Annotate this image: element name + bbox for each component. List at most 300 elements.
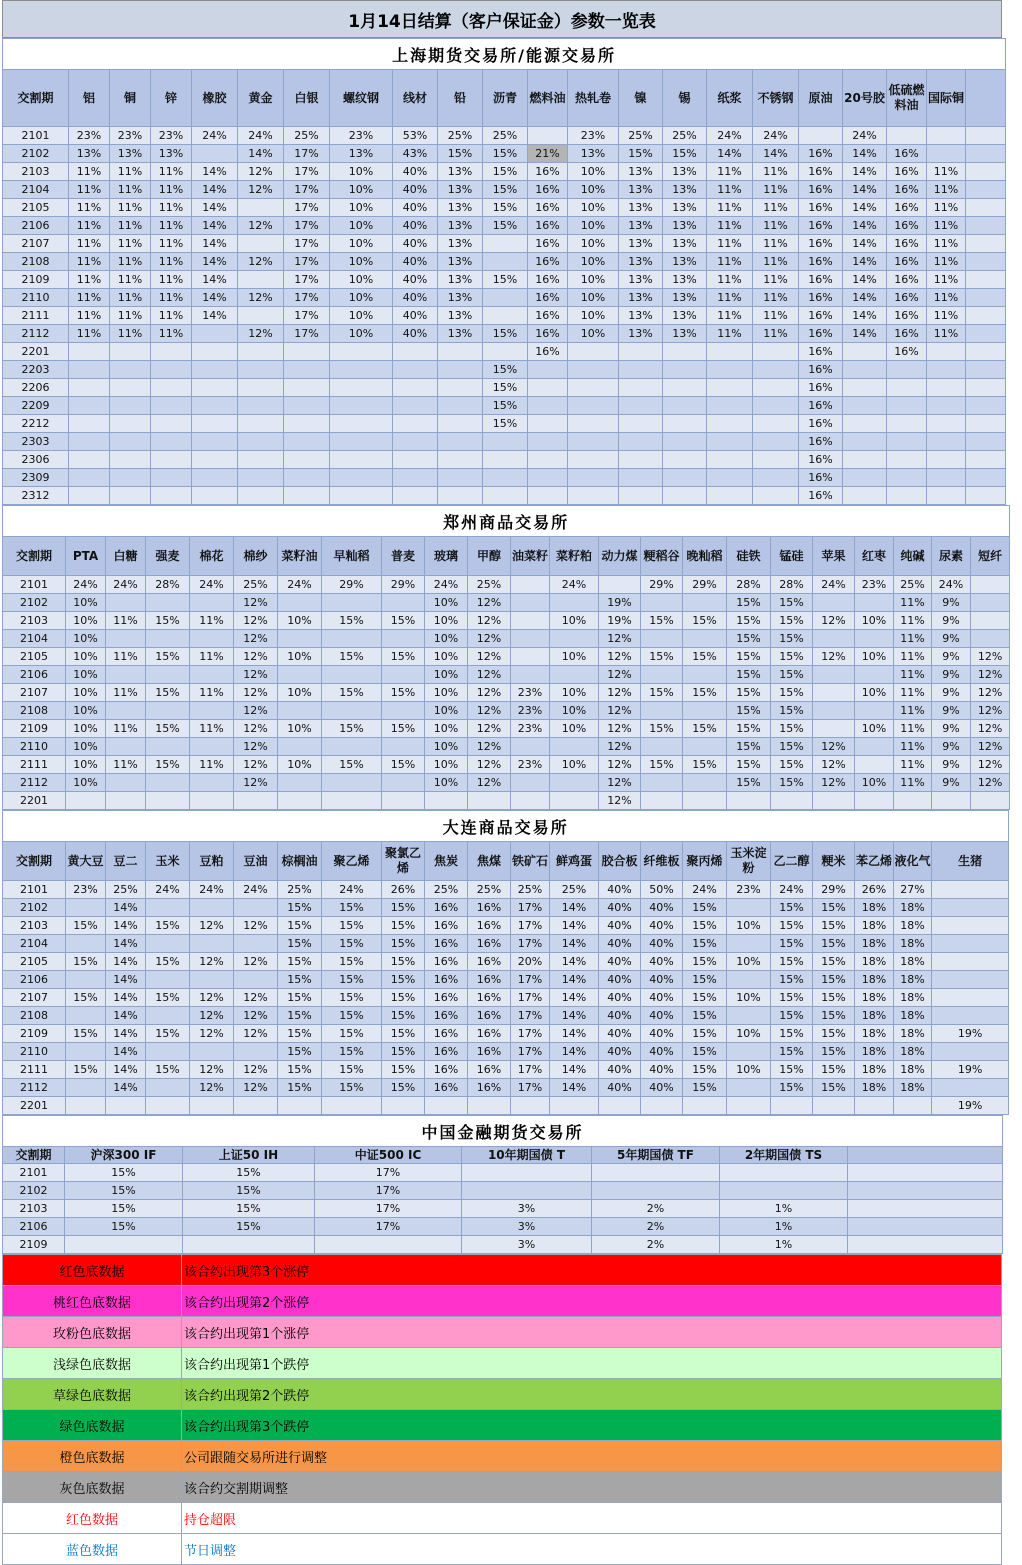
margin-rate-cell: 15%: [278, 917, 322, 935]
margin-rate-cell: [727, 971, 771, 989]
margin-rate-cell: 29%: [683, 576, 727, 594]
margin-rate-cell: 16%: [425, 1079, 468, 1097]
margin-rate-cell: 18%: [894, 1007, 932, 1025]
margin-rate-cell: 26%: [382, 881, 425, 899]
margin-rate-cell: 14%: [843, 181, 887, 199]
margin-rate-cell: 40%: [641, 935, 683, 953]
margin-rate-cell: [69, 379, 110, 397]
delivery-month-cell: 2101: [3, 127, 69, 145]
margin-rate-cell: 17%: [284, 217, 330, 235]
legend-row: [3, 1286, 1002, 1317]
margin-rate-cell: 12%: [234, 1007, 278, 1025]
margin-rate-cell: [393, 487, 438, 505]
margin-rate-cell: 24%: [771, 881, 813, 899]
margin-rate-cell: [568, 487, 619, 505]
margin-rate-cell: 10%: [330, 271, 393, 289]
column-header: 聚丙烯: [683, 842, 727, 881]
margin-rate-cell: 15%: [771, 953, 813, 971]
margin-rate-cell: [238, 361, 284, 379]
margin-rate-cell: 10%: [66, 702, 106, 720]
margin-rate-cell: [619, 451, 663, 469]
margin-rate-cell: 16%: [425, 971, 468, 989]
margin-rate-cell: 11%: [69, 181, 110, 199]
margin-rate-cell: 15%: [278, 971, 322, 989]
margin-rate-cell: [393, 397, 438, 415]
margin-rate-cell: 15%: [727, 594, 771, 612]
margin-rate-cell: 15%: [683, 648, 727, 666]
table-row: [3, 433, 1006, 451]
margin-rate-cell: 40%: [641, 1025, 683, 1043]
margin-rate-cell: 15%: [727, 648, 771, 666]
margin-rate-cell: 40%: [599, 989, 641, 1007]
margin-rate-cell: [192, 343, 238, 361]
margin-rate-cell: 14%: [843, 253, 887, 271]
table-row: [3, 217, 1006, 235]
margin-rate-cell: 18%: [855, 1061, 894, 1079]
legend-label: 浅绿色底数据: [3, 1348, 182, 1379]
delivery-month-cell: 2108: [3, 1007, 66, 1025]
margin-rate-cell: 15%: [382, 1061, 425, 1079]
margin-rate-cell: [641, 630, 683, 648]
margin-rate-cell: [663, 469, 707, 487]
table-row: [3, 415, 1006, 433]
margin-rate-cell: 24%: [425, 576, 468, 594]
margin-rate-cell: [382, 594, 425, 612]
margin-rate-cell: 10%: [855, 648, 894, 666]
delivery-month-cell: 2104: [3, 630, 66, 648]
margin-rate-cell: 25%: [438, 127, 483, 145]
margin-rate-cell: 10%: [425, 756, 468, 774]
delivery-month-cell: 2203: [3, 361, 69, 379]
margin-rate-cell: 25%: [234, 576, 278, 594]
legend-label: 桃红色底数据: [3, 1286, 182, 1317]
legend-row: [3, 1317, 1002, 1348]
delivery-month-cell: 2109: [3, 1025, 66, 1043]
margin-rate-cell: 11%: [894, 612, 932, 630]
margin-rate-cell: [110, 469, 151, 487]
margin-rate-cell: [238, 379, 284, 397]
margin-rate-cell: [619, 415, 663, 433]
margin-rate-cell: 28%: [727, 576, 771, 594]
margin-rate-cell: 11%: [151, 253, 192, 271]
margin-rate-cell: [848, 1218, 1003, 1236]
margin-rate-cell: 15%: [813, 917, 855, 935]
margin-rate-cell: 15%: [641, 684, 683, 702]
margin-rate-cell: 40%: [641, 1061, 683, 1079]
margin-rate-cell: 15%: [382, 648, 425, 666]
margin-rate-cell: 10%: [568, 271, 619, 289]
margin-rate-cell: 10%: [330, 325, 393, 343]
margin-rate-cell: 18%: [894, 989, 932, 1007]
header-row: [3, 537, 1010, 576]
margin-rate-cell: [932, 971, 1009, 989]
margin-rate-cell: 18%: [855, 1043, 894, 1061]
margin-rate-cell: 40%: [641, 917, 683, 935]
margin-rate-cell: 15%: [771, 1079, 813, 1097]
margin-rate-cell: [483, 487, 528, 505]
margin-rate-cell: 15%: [727, 666, 771, 684]
margin-rate-cell: [330, 379, 393, 397]
margin-rate-cell: [192, 451, 238, 469]
margin-rate-cell: [192, 145, 238, 163]
margin-rate-cell: 11%: [110, 289, 151, 307]
exchange-name: 郑州商品交易所: [3, 506, 1010, 537]
margin-rate-cell: [192, 415, 238, 433]
margin-rate-cell: 11%: [69, 325, 110, 343]
margin-rate-cell: 2%: [592, 1200, 720, 1218]
delivery-month-cell: 2306: [3, 451, 69, 469]
margin-rate-cell: [641, 1097, 683, 1115]
margin-rate-cell: 24%: [106, 576, 146, 594]
margin-rate-cell: 14%: [843, 325, 887, 343]
margin-rate-cell: [683, 594, 727, 612]
margin-rate-cell: [110, 433, 151, 451]
margin-rate-cell: [238, 397, 284, 415]
margin-rate-cell: [106, 792, 146, 810]
margin-rate-cell: [855, 666, 894, 684]
margin-rate-cell: [592, 1164, 720, 1182]
margin-rate-cell: 40%: [641, 1079, 683, 1097]
margin-rate-cell: 11%: [753, 235, 799, 253]
margin-rate-cell: 16%: [799, 361, 843, 379]
margin-rate-cell: [813, 1097, 855, 1115]
margin-rate-cell: [330, 469, 393, 487]
column-header: 晚籼稻: [683, 537, 727, 576]
margin-rate-cell: 10%: [66, 594, 106, 612]
margin-rate-cell: 12%: [190, 917, 234, 935]
margin-rate-cell: 15%: [322, 917, 382, 935]
table-row: [3, 1182, 1003, 1200]
margin-rate-cell: [330, 343, 393, 361]
margin-rate-cell: 13%: [663, 163, 707, 181]
margin-rate-cell: 12%: [234, 1079, 278, 1097]
margin-rate-cell: 12%: [813, 738, 855, 756]
margin-rate-cell: 24%: [190, 576, 234, 594]
margin-rate-cell: [568, 451, 619, 469]
margin-rate-cell: 1%: [720, 1218, 848, 1236]
margin-rate-cell: 12%: [234, 953, 278, 971]
margin-rate-cell: 11%: [69, 199, 110, 217]
margin-rate-cell: 10%: [66, 756, 106, 774]
legend-label: 红色数据: [3, 1503, 182, 1534]
margin-rate-cell: 12%: [234, 989, 278, 1007]
margin-rate-cell: 13%: [568, 145, 619, 163]
margin-rate-cell: 10%: [550, 612, 599, 630]
margin-rate-cell: 21%: [528, 145, 568, 163]
margin-rate-cell: 24%: [234, 881, 278, 899]
margin-rate-cell: 25%: [663, 127, 707, 145]
margin-rate-cell: 15%: [382, 756, 425, 774]
margin-rate-cell: [753, 379, 799, 397]
margin-rate-cell: [192, 325, 238, 343]
margin-rate-cell: [238, 199, 284, 217]
margin-rate-cell: 17%: [315, 1182, 462, 1200]
column-header: 线材: [393, 70, 438, 127]
margin-rate-cell: 16%: [887, 163, 927, 181]
margin-rate-cell: 25%: [468, 881, 511, 899]
margin-rate-cell: 18%: [894, 899, 932, 917]
margin-rate-cell: [966, 289, 1006, 307]
margin-rate-cell: [720, 1164, 848, 1182]
margin-rate-cell: [843, 361, 887, 379]
title-table: [2, 0, 1002, 38]
margin-rate-cell: [322, 774, 382, 792]
margin-rate-cell: [971, 630, 1010, 648]
margin-rate-cell: 15%: [146, 648, 190, 666]
margin-rate-cell: 10%: [855, 684, 894, 702]
margin-rate-cell: 15%: [683, 971, 727, 989]
margin-rate-cell: 14%: [106, 971, 146, 989]
margin-rate-cell: 12%: [468, 720, 511, 738]
margin-rate-cell: 15%: [382, 1043, 425, 1061]
margin-rate-cell: [190, 630, 234, 648]
margin-rate-cell: 11%: [151, 217, 192, 235]
margin-rate-cell: 11%: [106, 648, 146, 666]
margin-rate-cell: [753, 487, 799, 505]
margin-rate-cell: [753, 397, 799, 415]
margin-rate-cell: 23%: [855, 576, 894, 594]
margin-rate-cell: 25%: [425, 881, 468, 899]
margin-rate-cell: [528, 379, 568, 397]
margin-rate-cell: 2%: [592, 1218, 720, 1236]
margin-rate-cell: 12%: [238, 217, 284, 235]
column-header: 尿素: [932, 537, 971, 576]
margin-rate-cell: 12%: [599, 702, 641, 720]
margin-rate-cell: 15%: [727, 702, 771, 720]
margin-rate-cell: [927, 397, 966, 415]
margin-rate-cell: [425, 792, 468, 810]
margin-rate-cell: [753, 361, 799, 379]
margin-rate-cell: 15%: [382, 684, 425, 702]
column-header: 白糖: [106, 537, 146, 576]
margin-rate-cell: 17%: [284, 145, 330, 163]
margin-rate-cell: 23%: [110, 127, 151, 145]
margin-rate-cell: 12%: [234, 774, 278, 792]
margin-rate-cell: 16%: [468, 1061, 511, 1079]
margin-rate-cell: 12%: [238, 163, 284, 181]
margin-rate-cell: [151, 361, 192, 379]
margin-rate-cell: [462, 1182, 592, 1200]
margin-rate-cell: 16%: [425, 1061, 468, 1079]
margin-rate-cell: [393, 415, 438, 433]
margin-rate-cell: 14%: [550, 1061, 599, 1079]
margin-rate-cell: 16%: [799, 469, 843, 487]
margin-rate-cell: [110, 397, 151, 415]
margin-rate-cell: 16%: [425, 1043, 468, 1061]
margin-rate-cell: 17%: [284, 199, 330, 217]
margin-rate-cell: [528, 451, 568, 469]
margin-rate-cell: [932, 1043, 1009, 1061]
margin-rate-cell: 15%: [183, 1164, 315, 1182]
margin-rate-cell: 10%: [855, 774, 894, 792]
margin-rate-cell: 15%: [278, 935, 322, 953]
delivery-month-cell: 2101: [3, 881, 66, 899]
margin-rate-cell: 40%: [393, 271, 438, 289]
margin-rate-cell: 16%: [425, 1007, 468, 1025]
margin-rate-cell: 14%: [843, 307, 887, 325]
margin-rate-cell: [190, 935, 234, 953]
margin-rate-cell: 17%: [284, 235, 330, 253]
legend-description: 该合约出现第2个涨停: [182, 1286, 1002, 1317]
legend-description: 节日调整: [182, 1534, 1002, 1565]
delivery-month-cell: 2106: [3, 1218, 65, 1236]
margin-rate-cell: 15%: [771, 917, 813, 935]
margin-rate-cell: 15%: [683, 899, 727, 917]
margin-rate-cell: [438, 433, 483, 451]
margin-rate-cell: [550, 1097, 599, 1115]
margin-rate-cell: 14%: [106, 953, 146, 971]
margin-rate-cell: 23%: [511, 756, 550, 774]
margin-rate-cell: 11%: [927, 289, 966, 307]
margin-rate-cell: 16%: [425, 989, 468, 1007]
column-header: 粳米: [813, 842, 855, 881]
margin-rate-cell: 10%: [568, 289, 619, 307]
margin-rate-cell: [330, 487, 393, 505]
table-row: [3, 325, 1006, 343]
margin-rate-cell: 40%: [393, 289, 438, 307]
margin-rate-cell: [322, 594, 382, 612]
margin-rate-cell: 24%: [813, 576, 855, 594]
table-row: [3, 971, 1009, 989]
margin-rate-cell: 40%: [393, 253, 438, 271]
margin-rate-cell: [511, 774, 550, 792]
margin-rate-cell: 15%: [771, 935, 813, 953]
margin-rate-cell: 17%: [511, 1043, 550, 1061]
exchange-table: [2, 1115, 1003, 1254]
margin-rate-cell: [234, 792, 278, 810]
margin-rate-cell: [110, 487, 151, 505]
margin-rate-cell: 15%: [483, 163, 528, 181]
margin-rate-cell: 16%: [425, 899, 468, 917]
table-row: [3, 881, 1009, 899]
margin-rate-cell: [568, 343, 619, 361]
margin-rate-cell: 16%: [799, 379, 843, 397]
margin-rate-cell: 11%: [707, 163, 753, 181]
margin-rate-cell: 15%: [322, 684, 382, 702]
table-row: [3, 1097, 1009, 1115]
margin-rate-cell: [284, 415, 330, 433]
margin-rate-cell: 11%: [753, 253, 799, 271]
margin-rate-cell: 26%: [855, 881, 894, 899]
table-row: [3, 343, 1006, 361]
margin-rate-cell: 11%: [753, 217, 799, 235]
margin-rate-cell: 16%: [425, 1025, 468, 1043]
table-row: [3, 792, 1010, 810]
margin-rate-cell: [151, 379, 192, 397]
table-row: [3, 1043, 1009, 1061]
margin-rate-cell: 11%: [110, 235, 151, 253]
margin-rate-cell: 9%: [932, 612, 971, 630]
margin-rate-cell: [238, 235, 284, 253]
margin-rate-cell: 15%: [146, 612, 190, 630]
table-row: [3, 774, 1010, 792]
margin-rate-cell: [528, 397, 568, 415]
table-row: [3, 451, 1006, 469]
margin-rate-cell: [771, 792, 813, 810]
margin-rate-cell: [192, 487, 238, 505]
delivery-month-cell: 2105: [3, 648, 66, 666]
column-header: 国际铜: [927, 70, 966, 127]
margin-rate-cell: 15%: [146, 1025, 190, 1043]
margin-rate-cell: 12%: [238, 325, 284, 343]
margin-rate-cell: [146, 792, 190, 810]
margin-rate-cell: [528, 415, 568, 433]
margin-rate-cell: [438, 397, 483, 415]
margin-rate-cell: 18%: [894, 935, 932, 953]
margin-rate-cell: 15%: [483, 199, 528, 217]
table-row: [3, 720, 1010, 738]
margin-rate-cell: 15%: [727, 720, 771, 738]
margin-rate-cell: 15%: [322, 612, 382, 630]
table-row: [3, 307, 1006, 325]
margin-rate-cell: [843, 379, 887, 397]
margin-rate-cell: 14%: [843, 145, 887, 163]
margin-rate-cell: 12%: [234, 1061, 278, 1079]
margin-rate-cell: 15%: [65, 1164, 183, 1182]
margin-rate-cell: 15%: [146, 756, 190, 774]
margin-rate-cell: [887, 127, 927, 145]
margin-rate-cell: [330, 361, 393, 379]
margin-rate-cell: 11%: [106, 684, 146, 702]
margin-rate-cell: [966, 397, 1006, 415]
margin-rate-cell: [707, 451, 753, 469]
margin-rate-cell: [855, 756, 894, 774]
margin-rate-cell: 25%: [284, 127, 330, 145]
margin-rate-cell: [146, 738, 190, 756]
margin-rate-cell: 11%: [110, 181, 151, 199]
legend-label: 灰色底数据: [3, 1472, 182, 1503]
column-header: 白银: [284, 70, 330, 127]
margin-rate-cell: 11%: [110, 163, 151, 181]
exchange-tables: [2, 38, 1002, 1254]
table-row: [3, 953, 1009, 971]
legend-row: [3, 1472, 1002, 1503]
margin-rate-cell: 15%: [813, 899, 855, 917]
margin-rate-cell: 16%: [799, 451, 843, 469]
margin-rate-cell: [382, 702, 425, 720]
margin-rate-cell: 23%: [69, 127, 110, 145]
margin-rate-cell: [966, 487, 1006, 505]
margin-rate-cell: [641, 738, 683, 756]
margin-rate-cell: 14%: [550, 899, 599, 917]
margin-rate-cell: 13%: [438, 235, 483, 253]
legend-label: 玫粉色底数据: [3, 1317, 182, 1348]
margin-rate-cell: 11%: [927, 181, 966, 199]
margin-rate-cell: 16%: [799, 487, 843, 505]
margin-rate-cell: [238, 271, 284, 289]
margin-rate-cell: 23%: [66, 881, 106, 899]
column-header: 聚乙烯: [322, 842, 382, 881]
margin-rate-cell: 15%: [641, 720, 683, 738]
delivery-month-cell: 2103: [3, 612, 66, 630]
margin-rate-cell: 25%: [511, 881, 550, 899]
margin-rate-cell: [707, 433, 753, 451]
table-row: [3, 917, 1009, 935]
margin-rate-cell: [66, 1097, 106, 1115]
margin-rate-cell: 18%: [855, 917, 894, 935]
margin-rate-cell: [146, 702, 190, 720]
margin-rate-cell: 15%: [771, 1007, 813, 1025]
margin-rate-cell: [887, 469, 927, 487]
margin-rate-cell: 14%: [843, 235, 887, 253]
margin-rate-cell: 10%: [550, 756, 599, 774]
margin-rate-cell: [568, 433, 619, 451]
legend-row: [3, 1534, 1002, 1565]
margin-rate-cell: 24%: [707, 127, 753, 145]
margin-rate-cell: 40%: [599, 899, 641, 917]
margin-rate-cell: [848, 1200, 1003, 1218]
margin-rate-cell: 12%: [234, 612, 278, 630]
